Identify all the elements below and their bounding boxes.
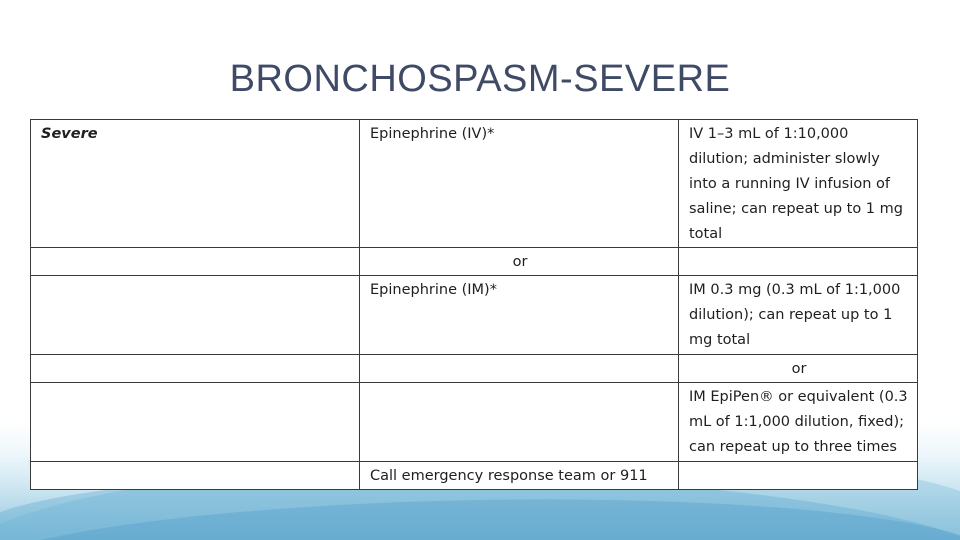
- drug-cell: Epinephrine (IV)*: [360, 120, 679, 248]
- table-row: [31, 276, 918, 355]
- table-row: [31, 120, 918, 248]
- table-row: [31, 462, 918, 490]
- connector-cell: or: [679, 355, 918, 383]
- empty-cell: [31, 383, 360, 462]
- drug-cell: Epinephrine (IM)*: [360, 276, 679, 355]
- table-row: [31, 248, 918, 276]
- drug-cell: Call emergency response team or 911: [360, 462, 679, 490]
- empty-cell: [31, 276, 360, 355]
- slide-title-text: BRONCHOSPASM-SEVERE: [229, 58, 731, 100]
- empty-cell: [360, 355, 679, 383]
- dose-cell: IM 0.3 mg (0.3 mL of 1:1,000 dilution); can repeat up to 1 mg total: [679, 276, 918, 355]
- treatment-table: [30, 119, 918, 490]
- empty-cell: [679, 462, 918, 490]
- connector-cell: or: [360, 248, 679, 276]
- severity-cell: Severe: [31, 120, 360, 248]
- empty-cell: [31, 248, 360, 276]
- table-row: [31, 383, 918, 462]
- dose-cell: IV 1–3 mL of 1:10,000 dilution; administer slowly into a running IV infusion of saline; can repeat up to 1 mg total: [679, 120, 918, 248]
- table-row: [31, 355, 918, 383]
- empty-cell: [31, 355, 360, 383]
- background-wave: [0, 491, 960, 540]
- slide-title: [0, 58, 960, 101]
- dose-cell: IM EpiPen® or equivalent (0.3 mL of 1:1,000 dilution, fixed); can repeat up to three times: [679, 383, 918, 462]
- empty-cell: [679, 248, 918, 276]
- empty-cell: [360, 383, 679, 462]
- empty-cell: [31, 462, 360, 490]
